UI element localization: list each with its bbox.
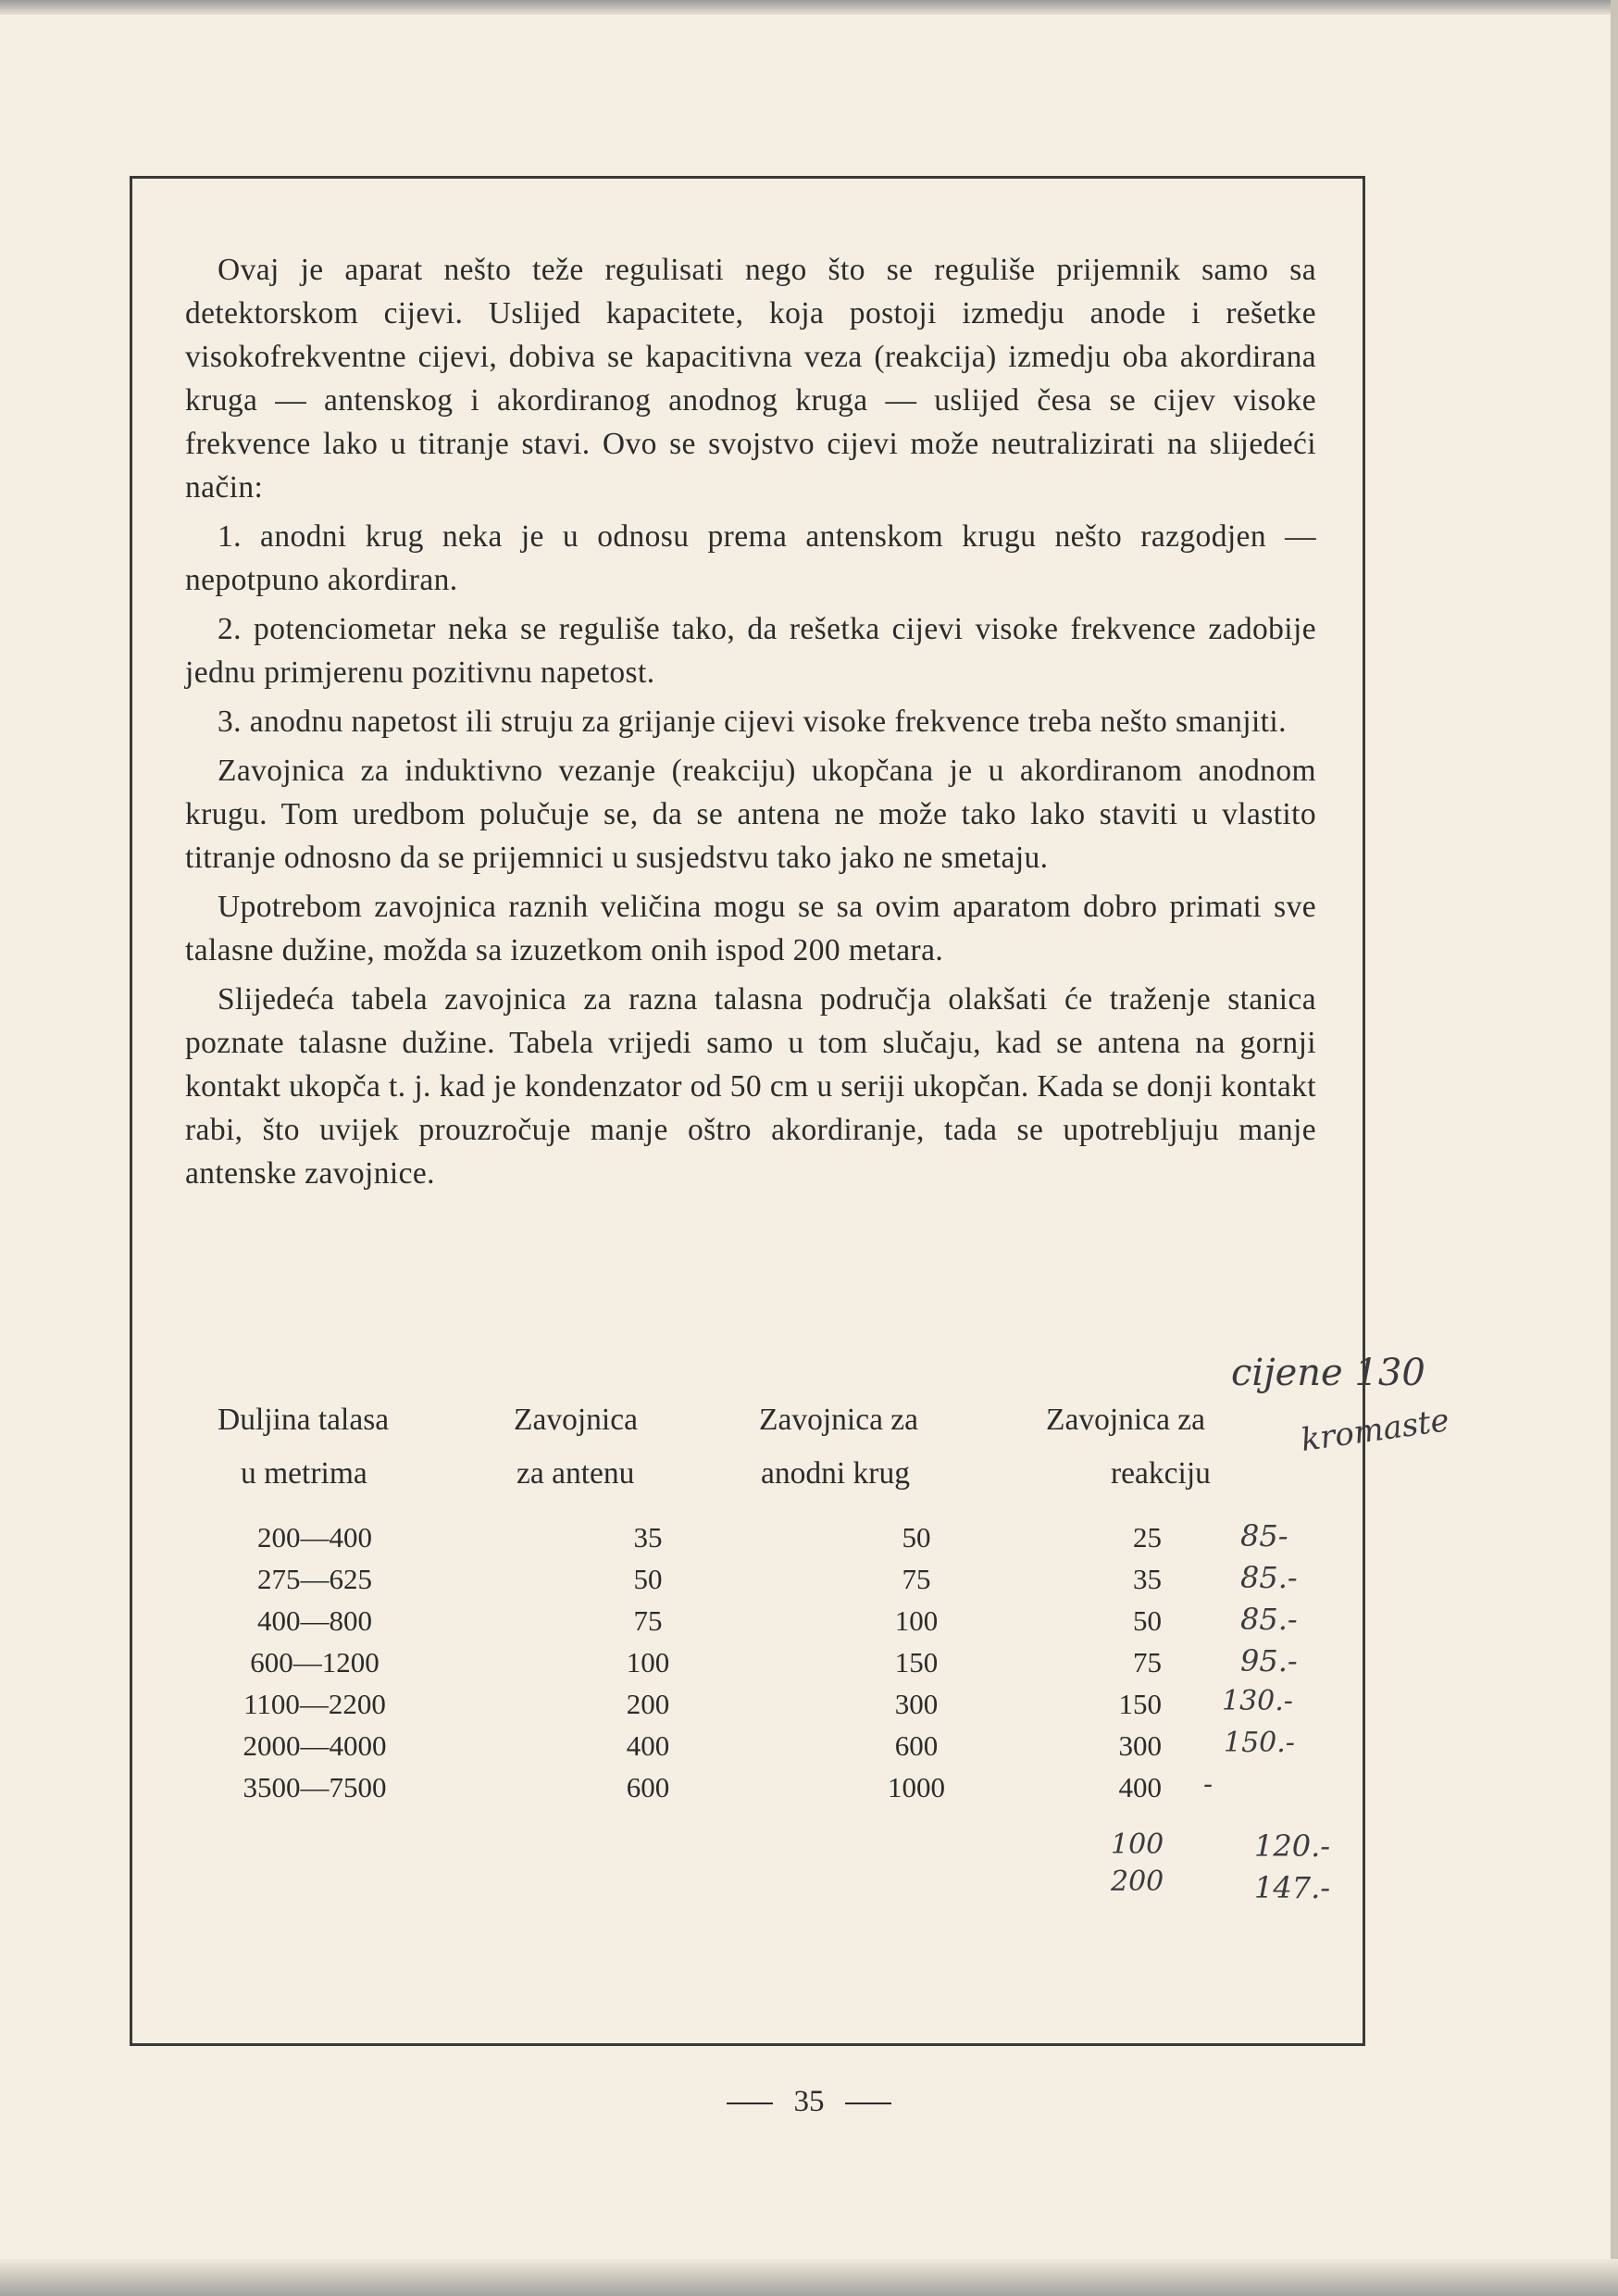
cell-reaction: 150 [1118,1688,1162,1720]
cell-antenna: 400 [626,1729,670,1762]
header-wavelength-unit: u metrima [241,1456,367,1491]
page-footer [0,2085,1618,2119]
header-anode-coil-sub: anodni krug [761,1456,910,1491]
list-item-1: 1. anodni krug neka je u odnosu prema antenskom krugu nešto razgodjen — nepotpuno akordiran. [185,519,1316,597]
cell-wavelength: 200—400 [257,1521,372,1554]
table-row [185,1688,1316,1729]
handwritten-bottom-note: 200 [1111,1866,1164,1898]
table-header-row-2 [185,1456,1316,1510]
handwritten-row-note: - [1203,1768,1214,1801]
list-item-2: 2. potenciometar neka se reguliše tako, da rešetka cijevi visoke frekvence zadobije jednu primjerenu pozitivnu napetost. [185,612,1316,690]
header-reaction-coil: Zavojnica za [1046,1403,1206,1437]
scan-edge-top [0,0,1618,15]
handwritten-row-note: 85.- [1240,1560,1298,1595]
cell-anode: 75 [902,1563,931,1595]
cell-antenna: 200 [626,1688,670,1720]
handwritten-bottom-note: 147.- [1254,1870,1331,1905]
cell-antenna: 100 [626,1646,670,1678]
handwritten-row-note: 150.- [1224,1727,1295,1759]
cell-reaction: 25 [1133,1521,1162,1554]
handwritten-row-note: 85.- [1240,1602,1298,1637]
cell-anode: 100 [894,1604,939,1637]
handwritten-bottom-note: 100 [1111,1828,1164,1861]
header-anode-coil: Zavojnica za [759,1403,919,1437]
cell-antenna: 50 [633,1563,663,1595]
scan-edge-bottom [0,2259,1618,2296]
cell-reaction: 75 [1133,1646,1162,1678]
scan-edge-right [1611,0,1618,2296]
handwritten-bottom-note: 120.- [1254,1828,1331,1864]
cell-wavelength: 2000—4000 [243,1729,387,1762]
cell-wavelength: 275—625 [257,1563,372,1595]
page-number: 35 [793,2085,825,2118]
cell-wavelength: 1100—2200 [243,1688,386,1720]
paragraph-table-intro: Slijedeća tabela zavojnica za razna talasna područja olakšati će traženje stanica poznate talasne dužine. Tabela vrijedi samo u tom slučaju, kad se antena na gornji kontakt ukopča t. j. kad je kondenzator od 50 cm u seriji ukopčan. Kada se donji kontakt rabi, što uvijek prouzročuje manje oštro akordiranje, tada se upotrebljuju manje antenske zavojnice. [185,982,1316,1191]
cell-anode: 150 [894,1646,939,1678]
cell-wavelength: 600—1200 [250,1646,380,1678]
handwritten-side-note: kromaste [1299,1401,1452,1460]
header-reaction-coil-sub: reakciju [1111,1456,1211,1491]
cell-anode: 600 [894,1729,939,1762]
cell-wavelength: 3500—7500 [243,1771,387,1803]
cell-antenna: 600 [626,1771,670,1803]
table-row [185,1729,1316,1771]
handwritten-row-note: 85- [1240,1518,1288,1554]
handwritten-price-note: cijene 130 [1231,1352,1425,1394]
paragraph-coil-sizes: Upotrebom zavojnica raznih veličina mogu se sa ovim aparatom dobro primati sve talasne dužine, možda sa izuzetkom onih ispod 200 metara. [185,890,1316,967]
cell-anode: 300 [894,1688,939,1720]
body-text [185,248,1316,1201]
handwritten-row-note: 95.- [1240,1643,1298,1678]
cell-wavelength: 400—800 [257,1604,372,1637]
header-antenna-coil-sub: za antenu [517,1456,635,1491]
table-body [185,1521,1316,1813]
cell-antenna: 35 [633,1521,663,1554]
table-row [185,1771,1316,1813]
header-antenna-coil: Zavojnica [514,1403,638,1437]
cell-antenna: 75 [633,1604,663,1637]
table-row [185,1521,1316,1563]
paragraph-intro: Ovaj je aparat nešto teže regulisati nego što se reguliše prijemnik samo sa detektorskom cijevi. Uslijed kapacitete, koja postoji izmedju anode i rešetke visokofrekventne cijevi, dobiva se kapacitivna veza (reakcija) izmedju oba akordirana kruga — antenskog i akordiranog anodnog kruga — uslijed česa se cijev visoke frekvence lako u titranje stavi. Ovo se svojstvo cijevi može neutralizirati na slijedeći način: [185,253,1316,505]
table-row [185,1646,1316,1688]
cell-reaction: 50 [1133,1604,1162,1637]
cell-anode: 50 [902,1521,931,1554]
table-header-row-1 [185,1403,1316,1456]
cell-reaction: 35 [1133,1563,1162,1595]
handwritten-row-note: 130.- [1222,1685,1293,1717]
header-wavelength: Duljina talasa [218,1403,390,1437]
table-row [185,1604,1316,1646]
cell-reaction: 300 [1118,1729,1162,1762]
list-item-3: 3. anodnu napetost ili struju za grijanje cijevi visoke frekvence treba nešto smanjiti. [218,705,1287,739]
paragraph-inductive-coupling: Zavojnica za induktivno vezanje (reakciju) ukopčana je u akordiranom anodnom krugu. Tom uredbom polučuje se, da se antena ne može tako lako staviti u vlastito titranje odnosno da se prijemnici u susjedstvu tako jako ne smetaju. [185,754,1316,875]
footer-dash-left [727,2103,773,2104]
table-row [185,1563,1316,1604]
cell-anode: 1000 [888,1771,945,1803]
cell-reaction: 400 [1118,1771,1162,1803]
footer-dash-right [845,2103,891,2104]
